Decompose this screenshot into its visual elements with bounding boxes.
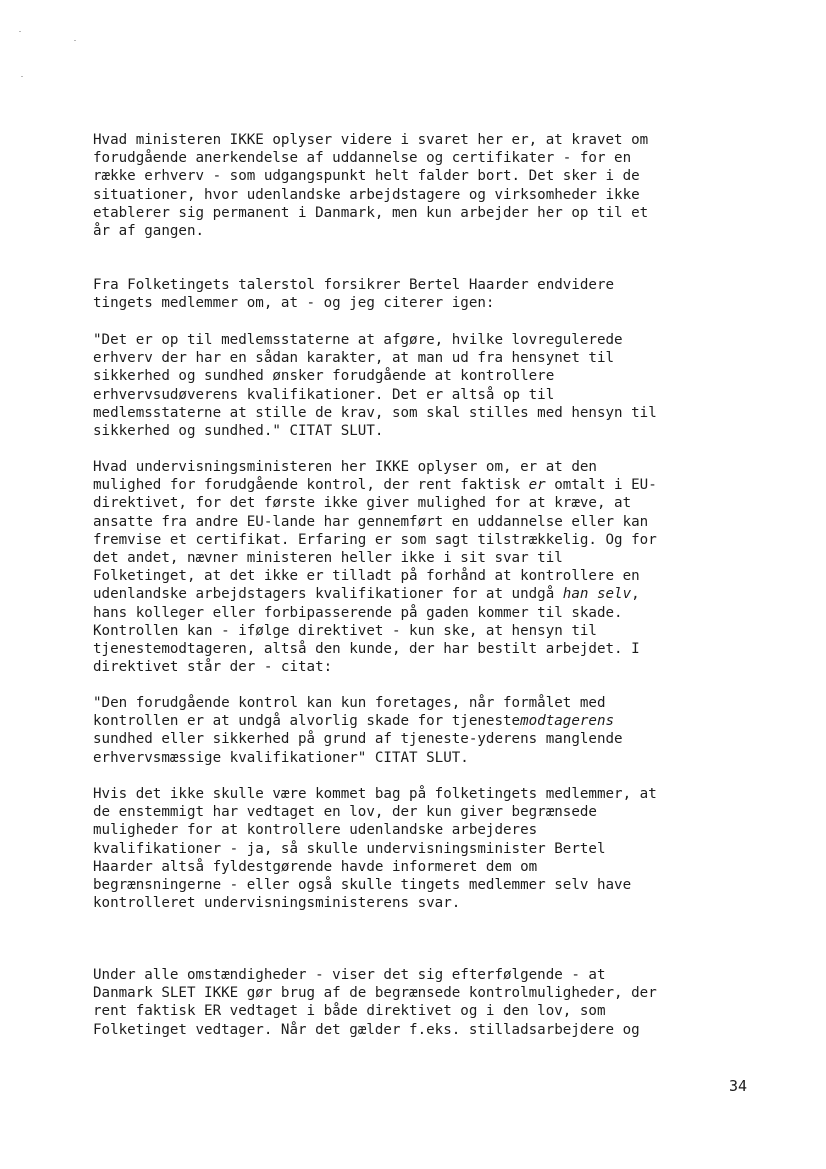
paragraph-4 [93, 458, 793, 676]
text-line: Under alle omstændigheder - viser det sig efterfølgende - at [93, 967, 606, 983]
page-number: 34 [729, 1077, 748, 1095]
text-line: situationer, hvor udenlandske arbejdstagere og virksomheder ikke [93, 186, 640, 203]
text-line: medlemsstaterne at stille de krav, som skal stilles med hensyn til [93, 404, 657, 421]
text-line: tjenestemodtageren, altså den kunde, der har bestilt arbejdet. I [93, 641, 640, 658]
emphasis-text: han selv [562, 586, 632, 603]
text-line: Fra Folketingets talerstol forsikrer Bertel Haarder endvidere [93, 277, 615, 293]
text-line: Folketinget, at det ikke er tilladt på forhånd at kontrollere en [93, 568, 640, 585]
text-line: Kontrollen kan - ifølge direktivet - kun ske, at hensyn til [93, 622, 597, 639]
text-line: forudgående anerkendelse af uddannelse og certifikater - for en [93, 150, 632, 167]
text-line: erhvervsudøverens kvalifikationer. Det er altså op til [93, 386, 555, 403]
text-line: sikkerhed og sundhed ønsker forudgående at kontrollere [93, 368, 555, 385]
text-line: kontrolleret undervisningsministerens svar. [93, 895, 461, 912]
text-line: år af gangen. [93, 223, 205, 240]
emphasis-text: er [528, 477, 546, 494]
line-text: , [631, 586, 640, 603]
text-line: "Den forudgående kontrol kan kun foretages, når formålet med [93, 695, 606, 711]
text-line: kvalifikationer - ja, så skulle undervisningsminister Bertel [93, 840, 606, 857]
text-line: det andet, nævner ministeren heller ikke i sit svar til [93, 550, 563, 567]
text-line: direktivet, for det første ikke giver mulighed for at kræve, at [93, 495, 632, 512]
text-line: begrænsningerne - eller også skulle tingets medlemmer selv have [93, 877, 632, 894]
line-text: kontrollen er at undgå alvorlig skade for tjeneste [93, 713, 521, 730]
text-line: direktivet står der - citat: [93, 659, 333, 676]
paragraph-3-quote [93, 331, 793, 440]
text-line [93, 585, 793, 603]
text-line: erhvervsmæssige kvalifikationer" CITAT SLUT. [93, 749, 469, 766]
text-line: etablerer sig permanent i Danmark, men kun arbejder her op til et [93, 204, 649, 221]
text-line: Danmark SLET IKKE gør brug af de begrænsede kontrolmuligheder, der [93, 985, 657, 1002]
paragraph-6 [93, 785, 793, 912]
text-line: række erhverv - som udgangspunkt helt falder bort. Det sker i de [93, 168, 640, 185]
text-line: sundhed eller sikkerhed på grund af tjeneste-yderens manglende [93, 731, 623, 748]
text-line: de enstemmigt har vedtaget en lov, der kun giver begrænsede [93, 804, 597, 821]
text-line: muligheder for at kontrollere udenlandske arbejderes [93, 822, 538, 839]
text-line: ansatte fra andre EU-lande har gennemført en uddannelse eller kan [93, 513, 649, 530]
text-line: sikkerhed og sundhed." CITAT SLUT. [93, 423, 384, 440]
scan-speck [74, 40, 76, 41]
text-line: Hvad ministeren IKKE oplyser videre i svaret her er, at kravet om [93, 132, 649, 148]
text-line: Folketinget vedtager. Når det gælder f.eks. stilladsarbejdere og [93, 1021, 640, 1038]
text-line: fremvise et certifikat. Erfaring er som sagt tilstrækkelig. Og for [93, 531, 657, 548]
text-line: Haarder altså fyldestgørende havde informeret dem om [93, 858, 538, 875]
line-text: omtalt i EU- [545, 477, 657, 494]
paragraph-5-quote [93, 694, 793, 767]
line-text: udenlandske arbejdstagers kvalifikationer for at undgå [93, 586, 563, 603]
scan-speck [21, 76, 23, 77]
paragraph-1 [93, 131, 793, 240]
text-line: "Det er op til medlemsstaterne at afgøre, hvilke lovregulerede [93, 332, 623, 348]
line-text: mulighed for forudgående kontrol, der rent faktisk [93, 477, 529, 494]
text-line: Hvis det ikke skulle være kommet bag på folketingets medlemmer, at [93, 786, 657, 802]
text-line [93, 476, 793, 494]
text-line: tingets medlemmer om, at - og jeg citerer igen: [93, 295, 495, 312]
emphasis-text: modtagerens [520, 713, 615, 730]
paragraph-2 [93, 276, 793, 312]
text-line: Hvad undervisningsministeren her IKKE oplyser om, er at den [93, 459, 597, 475]
text-line: rent faktisk ER vedtaget i både direktivet og i den lov, som [93, 1003, 606, 1020]
text-line [93, 712, 793, 730]
text-line: erhverv der har en sådan karakter, at man ud fra hensynet til [93, 350, 615, 367]
scan-speck [19, 31, 21, 32]
paragraph-7 [93, 966, 793, 1039]
text-line: hans kolleger eller forbipasserende på gaden kommer til skade. [93, 604, 623, 621]
